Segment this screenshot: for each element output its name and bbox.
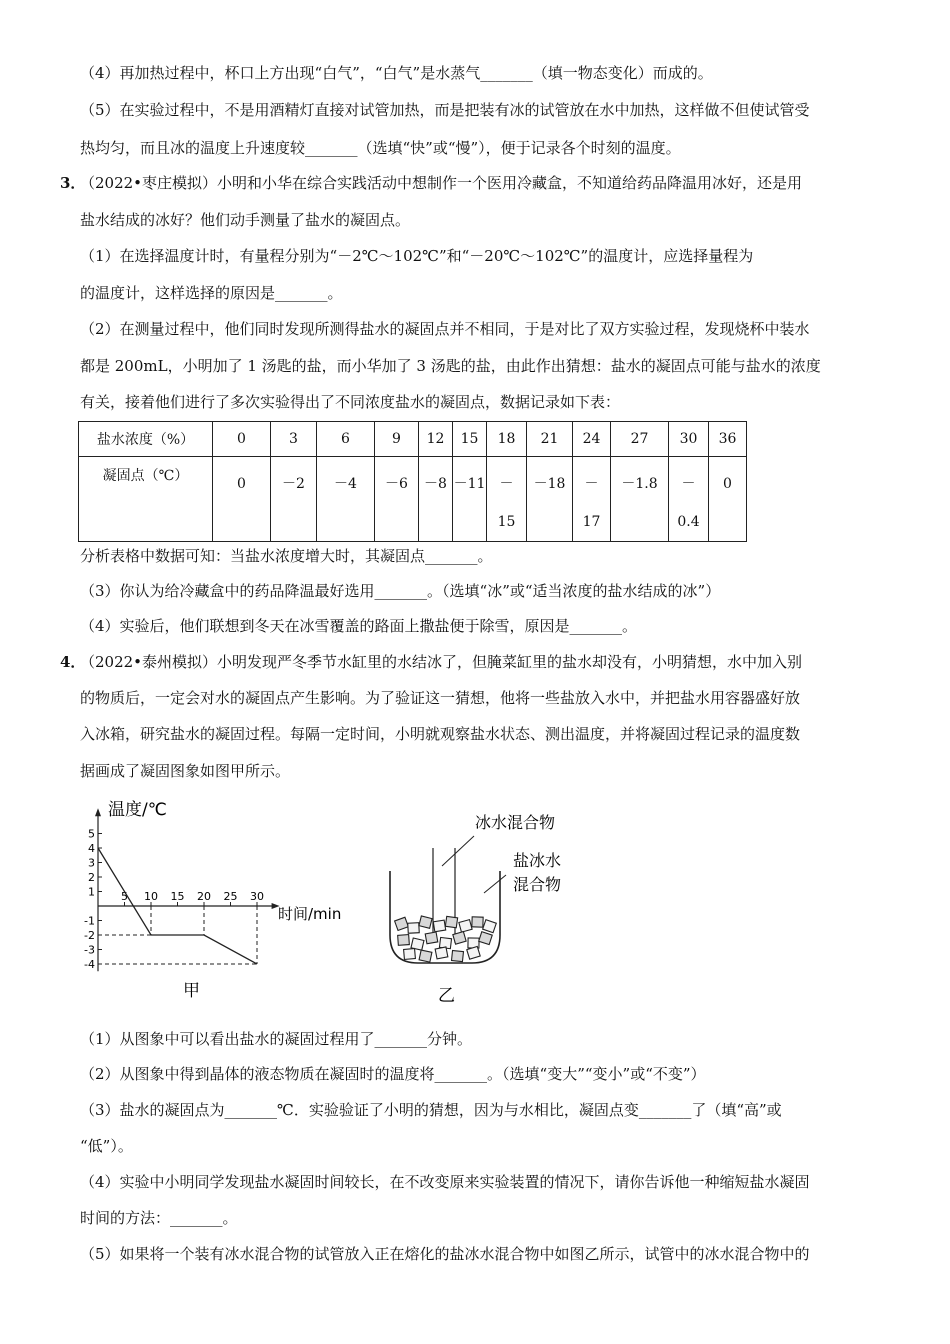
q4-part4-line2: 时间的方法：_______。 <box>80 1209 238 1227</box>
cell-line: －11 <box>453 476 486 492</box>
q4-intro-line4: 据画成了凝固图象如图甲所示。 <box>80 762 291 780</box>
figure-a-ylabel: 温度/℃ <box>108 800 167 820</box>
ice-cube <box>395 917 409 930</box>
q3-intro-line1: （2022•枣庄模拟）小明和小华在综合实践活动中想制作一个医用冷藏盒，不知道给药品降温用冰好，还是用 <box>80 174 803 192</box>
cell-line: 15 <box>497 514 516 530</box>
table-cell: 9 <box>375 422 419 457</box>
table-cell: 6 <box>317 422 375 457</box>
q4-part3-line2: “低”）。 <box>80 1137 133 1155</box>
ice-cube <box>472 917 483 927</box>
y-tick-label: 2 <box>88 871 95 884</box>
table-cell: 3 <box>271 422 317 457</box>
table-cell <box>213 457 271 542</box>
q4-intro-line1: （2022•泰州模拟）小明发现严冬季节水缸里的水结冰了，但腌菜缸里的盐水却没有，小明猜想，水中加入别 <box>80 653 803 671</box>
table-cell <box>375 457 419 542</box>
table-cell: 21 <box>527 422 573 457</box>
figure-a-xlabel: 时间/min <box>278 905 342 923</box>
figure-a-cooling-graph <box>80 793 370 1038</box>
y-tick-label: 1 <box>88 885 95 899</box>
ice-cube <box>435 947 448 959</box>
y-tick-label: 5 <box>88 827 95 841</box>
q3-part1-line1: （1）在选择温度计时，有量程分别为“－2℃～102℃”和“－20℃～102℃”的温度计，应选择量程为 <box>80 247 754 265</box>
table-row-concentration <box>79 422 747 457</box>
table-cell <box>669 457 709 542</box>
ice-cube <box>425 932 438 944</box>
cell-line: 17 <box>582 514 601 530</box>
figure-b-caption: 乙 <box>438 986 455 1006</box>
table-cell <box>573 457 611 542</box>
x-tick-label: 10 <box>144 890 158 903</box>
table-row-freezing-point <box>79 457 747 542</box>
ice-cube <box>433 920 445 932</box>
table-cell: 15 <box>453 422 487 457</box>
ice-cube <box>398 935 410 946</box>
y-tick-label: -4 <box>84 958 95 971</box>
q4-number: 4． <box>60 653 86 671</box>
q4-part3-line1: （3）盐水的凝固点为_______℃．实验验证了小明的猜想，因为与水相比，凝固点变_______了（填“高”或 <box>80 1101 782 1119</box>
q2-part4: （4）再加热过程中，杯口上方出现“白气”，“白气”是水蒸气_______（填一物态变化）而成的。 <box>80 64 713 82</box>
ice-cubes <box>395 916 497 962</box>
table-cell <box>271 457 317 542</box>
cell-line: －1.8 <box>621 476 658 492</box>
table-cell: 12 <box>419 422 453 457</box>
table-cell <box>317 457 375 542</box>
ice-cube <box>483 920 497 933</box>
x-tick-label: 5 <box>121 890 128 903</box>
x-tick-label: 25 <box>223 890 238 903</box>
q3-part2-line2: 都是 200mL，小明加了 1 汤匙的盐，而小华加了 3 汤匙的盐，由此作出猜想：盐水的凝固点可能与盐水的浓度 <box>80 357 821 375</box>
table-cell <box>527 457 573 542</box>
q4-part5: （5）如果将一个装有冰水混合物的试管放入正在熔化的盐冰水混合物中如图乙所示，试管中的冰水混合物中的 <box>80 1245 810 1263</box>
table-cell <box>487 457 527 542</box>
y-tick-label: 3 <box>88 856 95 870</box>
ice-cube <box>419 950 432 962</box>
cell-line: －8 <box>424 476 447 492</box>
pointer-salt-ice <box>484 875 506 893</box>
x-tick-label: 30 <box>250 890 264 903</box>
q4-part4-line1: （4）实验中小明同学发现盐水凝固时间较长，在不改变原来实验装置的情况下，请你告诉他一种缩短盐水凝固 <box>80 1173 810 1191</box>
q4-part2: （2）从图象中得到晶体的液态物质在凝固时的温度将_______。（选填“变大”“变小”或“不变”） <box>80 1065 706 1083</box>
q3-part1-line2: 的温度计，这样选择的原因是_______。 <box>80 284 343 302</box>
q2-part5-line2: 热均匀，而且冰的温度上升速度较_______（选填“快”或“慢”），便于记录各个时刻的温度。 <box>80 139 681 157</box>
q4-intro-line3: 入冰箱，研究盐水的凝固过程。每隔一定时间，小明就观察盐水状态、测出温度，并将凝固过程记录的温度数 <box>80 725 801 743</box>
cell-line: 0 <box>723 476 732 492</box>
label-salt-ice-water-1: 盐冰水 <box>513 851 562 870</box>
pointer-ice-water <box>442 836 474 866</box>
table-header-freezing-point: 凝固点（℃） <box>79 457 213 542</box>
x-tick-label: 15 <box>170 890 185 903</box>
cell-line: 0.4 <box>677 514 700 530</box>
table-header-concentration: 盐水浓度（%） <box>79 422 213 457</box>
q3-analysis: 分析表格中数据可知：当盐水浓度增大时，其凝固点_______。 <box>80 547 493 565</box>
y-tick-label: -2 <box>84 929 95 942</box>
cell-line: －18 <box>533 476 566 492</box>
q3-number: 3． <box>60 174 86 192</box>
table-cell <box>453 457 487 542</box>
ice-cube <box>419 916 432 928</box>
label-ice-water-mixture: 冰水混合物 <box>475 813 556 832</box>
cell-line: －2 <box>282 476 305 492</box>
ice-cube <box>453 932 466 945</box>
q3-part2-line3: 有关，接着他们进行了多次实验得出了不同浓度盐水的凝固点，数据记录如下表： <box>80 393 621 411</box>
cell-line: 0 <box>237 476 246 492</box>
figure-a-caption: 甲 <box>183 981 200 1001</box>
label-salt-ice-water-2: 混合物 <box>513 875 562 894</box>
ice-cube <box>404 948 416 959</box>
q3-part3: （3）你认为给冷藏盒中的药品降温最好选用_______。（选填“冰”或“适当浓度的盐水结成的冰”） <box>80 582 721 600</box>
q3-intro-line2: 盐水结成的冰好？他们动手测量了盐水的凝固点。 <box>80 211 411 229</box>
table-cell: 24 <box>573 422 611 457</box>
salt-concentration-table <box>78 421 747 542</box>
x-tick-label: 20 <box>197 890 211 903</box>
cell-line: － <box>499 476 514 492</box>
y-axis-arrow <box>95 808 101 816</box>
figure-b-beaker <box>380 793 610 1038</box>
table-cell: 36 <box>709 422 747 457</box>
q3-part4: （4）实验后，他们联想到冬天在冰雪覆盖的路面上撒盐便于除雪，原因是_______。 <box>80 617 638 635</box>
table-cell: 0 <box>213 422 271 457</box>
ice-cube <box>408 923 420 934</box>
ice-cube <box>445 916 457 927</box>
q4-intro-line2: 的物质后，一定会对水的凝固点产生影响。为了验证这一猜想，他将一些盐放入水中，并把盐水用容器盛好放 <box>80 689 801 707</box>
q3-part2-line1: （2）在测量过程中，他们同时发现所测得盐水的凝固点并不相同，于是对比了双方实验过程，发现烧杯中装水 <box>80 320 810 338</box>
y-tick-label: 4 <box>88 842 95 855</box>
table-cell: 18 <box>487 422 527 457</box>
y-tick-label: -1 <box>84 914 95 928</box>
table-cell: 27 <box>611 422 669 457</box>
cell-line: － <box>584 476 599 492</box>
cell-line: －4 <box>334 476 357 492</box>
q2-part5-line1: （5）在实验过程中，不是用酒精灯直接对试管加热，而是把装有冰的试管放在水中加热，这样做不但使试管受 <box>80 101 810 119</box>
q4-part1: （1）从图象中可以看出盐水的凝固过程用了_______分钟。 <box>80 1030 473 1048</box>
ice-cube <box>459 920 472 933</box>
ice-cube <box>479 932 493 945</box>
y-tick-label: -3 <box>84 943 95 957</box>
figure-a-plot <box>84 808 280 971</box>
cell-line: － <box>681 476 696 492</box>
table-cell <box>709 457 747 542</box>
ice-cube <box>452 951 464 962</box>
cell-line: －6 <box>385 476 408 492</box>
table-cell: 30 <box>669 422 709 457</box>
table-cell <box>611 457 669 542</box>
table-cell <box>419 457 453 542</box>
